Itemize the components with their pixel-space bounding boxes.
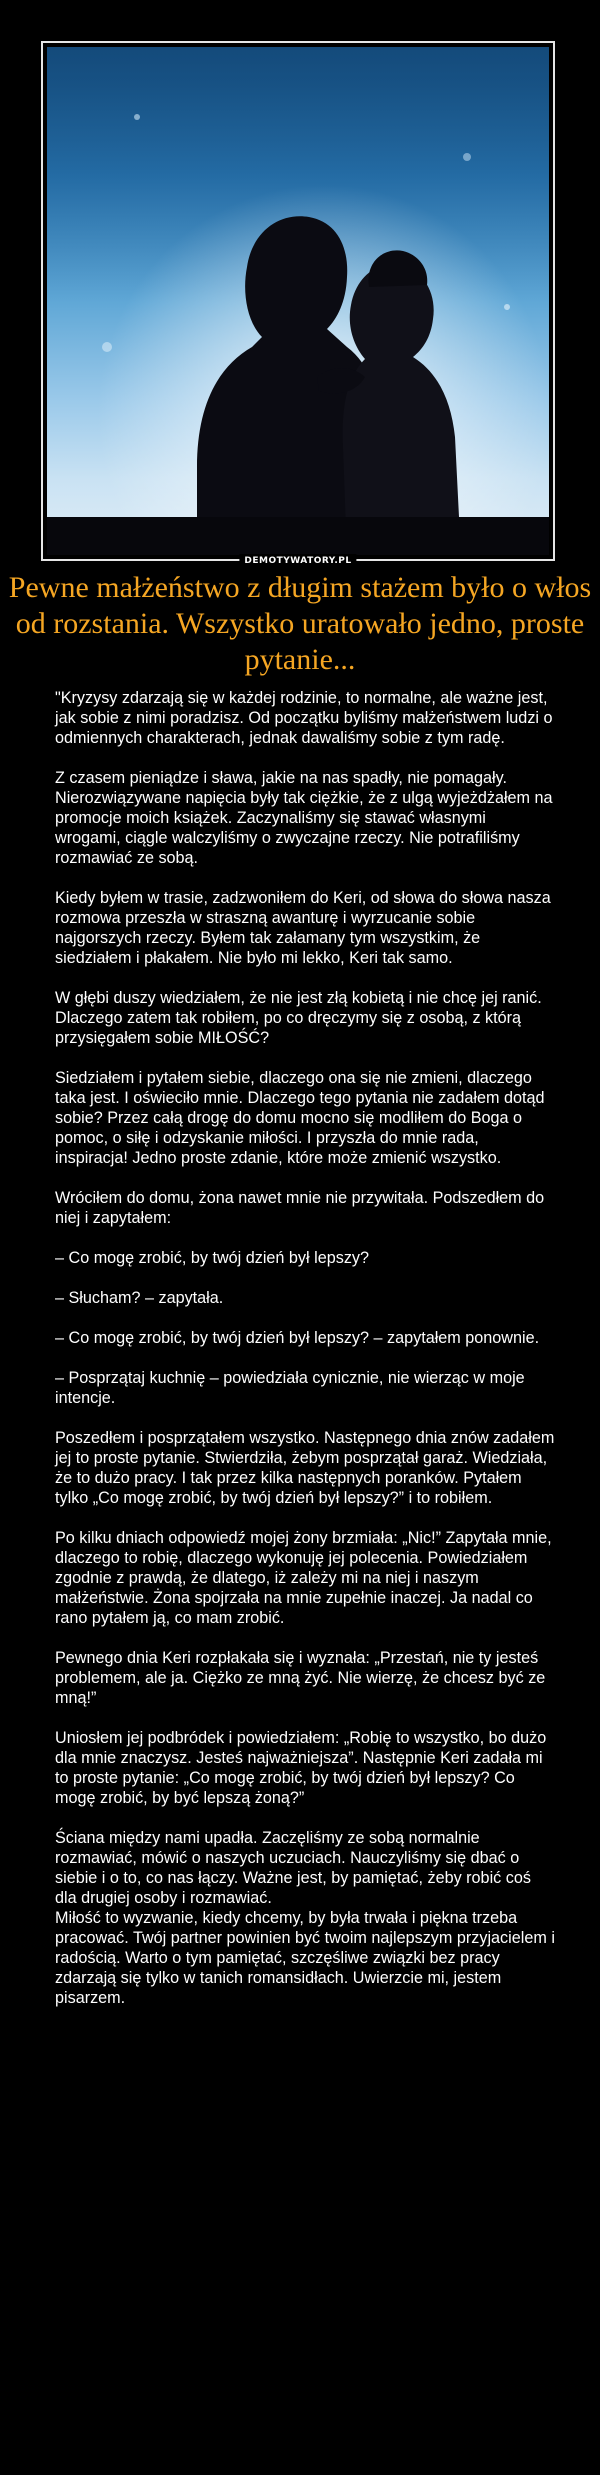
poster-photo <box>47 47 549 555</box>
headline: Pewne małżeństwo z długim stażem było o włos od rozstania. Wszystko uratowało jedno, proste pytanie... <box>8 571 592 676</box>
story-paragraph: Po kilku dniach odpowiedź mojej żony brzmiała: „Nic!” Zapytała mnie, dlaczego to robię, dlaczego wykonuję jej polecenia. Powiedziałem zgodnie z prawdą, że dlatego, iż zależy mi na niej i naszym małżeństwie. Żona spojrzała na mnie zupełnie inaczej. Ja nadal co rano pytałem ją, co mam zrobić. <box>55 1529 552 1627</box>
story-paragraph: Pewnego dnia Keri rozpłakała się i wyznała: „Przestań, nie ty jesteś problemem, ale ja. Ciężko ze mną żyć. Nie wierzę, że chcesz być ze mną!” <box>55 1649 546 1707</box>
story-paragraph: – Posprzątaj kuchnię – powiedziała cynicznie, nie wierząc w moje intencje. <box>55 1369 525 1407</box>
story-paragraph: Poszedłem i posprzątałem wszystko. Następnego dnia znów zadałem jej to proste pytanie. Stwierdziła, żebym posprzątał garaż. Wiedziała, że to dużo pracy. I tak przez kilka następnych poranków. Pytałem tylko „Co mogę zrobić, by twój dzień był lepszy?” i to robiłem. <box>55 1429 555 1507</box>
story-paragraph: Siedziałem i pytałem siebie, dlaczego ona się nie zmieni, dlaczego taka jest. I oświeciło mnie. Dlaczego tego pytania nie zadałem dotąd sobie? Przez całą drogę do domu mocno się modliłem do Boga o pomoc, o siłę i odzyskanie miłości. I przyszła do mnie rada, inspiracja! Jedno proste zdanie, które może zmienić wszystko. <box>55 1069 545 1167</box>
story-paragraph: W głębi duszy wiedziałem, że nie jest złą kobietą i nie chcę jej ranić. Dlaczego zatem tak robiłem, po co dręczymy się z osobą, z którą przysięgałem sobie MIŁOŚĆ? <box>55 989 542 1047</box>
demotivator-frame <box>41 41 555 566</box>
story-paragraph: Kiedy byłem w trasie, zadzwoniłem do Keri, od słowa do słowa nasza rozmowa przeszła w straszną awanturę i wyrzucanie sobie najgorszych rzeczy. Byłem tak załamany tym wszystkim, że siedziałem i płakałem. Nie było mi lekko, Keri tak samo. <box>55 889 551 967</box>
couple-silhouette-icon <box>47 47 549 555</box>
story-paragraph: Z czasem pieniądze i sława, jakie na nas spadły, nie pomagały. Nierozwiązywane napięcia były tak ciężkie, że z ulgą wyjeżdżałem na promocje moich książek. Zaczynaliśmy się stawać własnymi wrogami, ciągle walczyliśmy o zwyczajne rzeczy. Nie potrafiliśmy rozmawiać ze sobą. <box>55 769 553 867</box>
story-paragraph: "Kryzysy zdarzają się w każdej rodzinie, to normalne, ale ważne jest, jak sobie z nimi poradzisz. Od początku byliśmy małżeństwem ludzi o odmiennych charakterach, jednak dawaliśmy sobie z tym radę. <box>55 689 553 747</box>
story-paragraph: – Co mogę zrobić, by twój dzień był lepszy? – zapytałem ponownie. <box>55 1329 540 1347</box>
story-paragraph: Wróciłem do domu, żona nawet mnie nie przywitała. Podszedłem do niej i zapytałem: <box>55 1189 545 1227</box>
story-paragraph: – Co mogę zrobić, by twój dzień był lepszy? <box>55 1249 370 1267</box>
story-paragraph: – Słucham? – zapytała. <box>55 1289 224 1307</box>
story-paragraph: Ściana między nami upadła. Zaczęliśmy ze sobą normalnie rozmawiać, mówić o naszych uczuciach. Nauczyliśmy się dbać o siebie i o to, co nas łączy. Ważne jest, by pamiętać, żeby robić coś dla drugiej osoby i rozmawiać. Miłość to wyzwanie, kiedy chcemy, by była trwała i piękna trzeba pracować. Twój partner powinien być twoim najlepszym przyjacielem i radością. Warto o tym pamiętać, szczęśliwe związki bez pracy zdarzają się tylko w tanich romansidłach. Uwierzcie mi, jestem pisarzem. <box>55 1829 555 2007</box>
story-body <box>55 688 555 2028</box>
story-paragraph: Uniosłem jej podbródek i powiedziałem: „Robię to wszystko, bo dużo dla mnie znaczysz. Jesteś najważniejsza”. Następnie Keri zadała mi to proste pytanie: „Co mogę zrobić, by twój dzień był lepszy? Co mogę zrobić, by być lepszą żoną?” <box>55 1729 547 1807</box>
watermark-label: DEMOTYWATORY.PL <box>239 554 356 568</box>
